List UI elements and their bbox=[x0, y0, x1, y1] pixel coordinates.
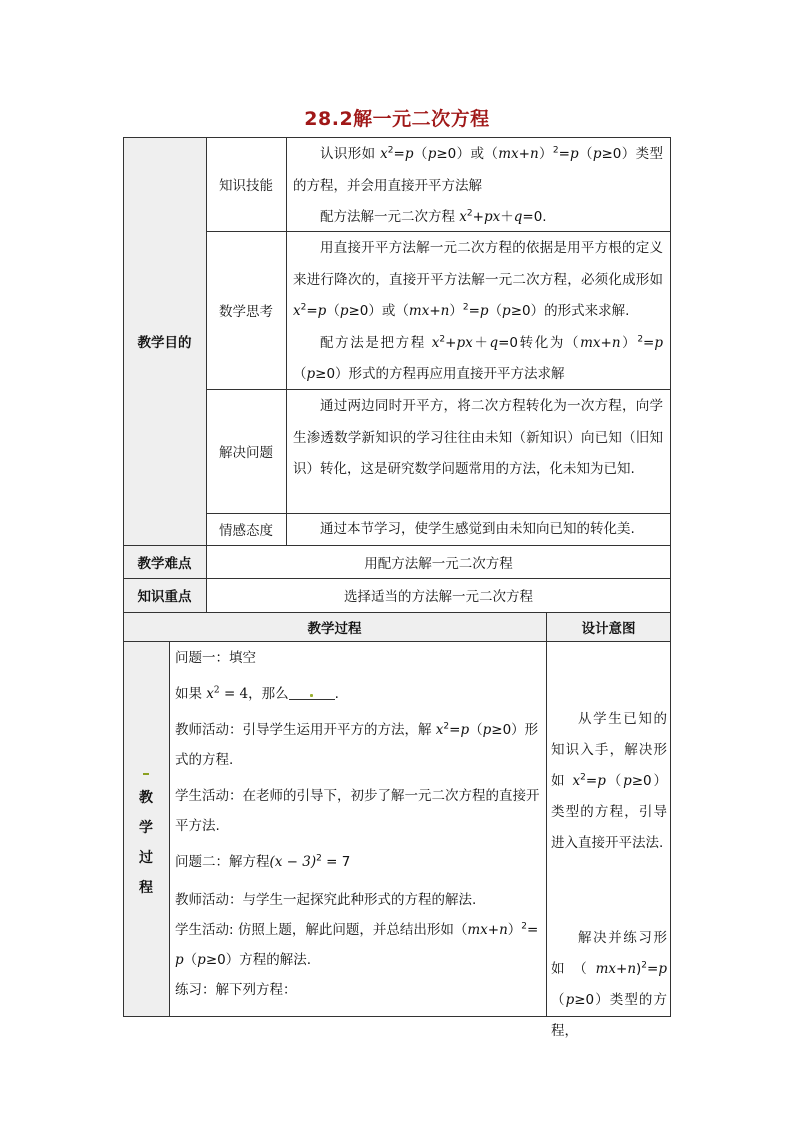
problem-solving-line-1: 通过两边同时开平方，将二次方程转化为一次方程，向学生渗透数学新知识的学习往往由未知（新知识）向已知（旧知识）转化，这是研究数学问题常用的方法，化未知为已知. bbox=[293, 398, 663, 477]
practice-text: 练习：解下列方程： bbox=[175, 982, 297, 998]
difficulty-value: 用配方法解一元二次方程 bbox=[364, 555, 513, 572]
process-side-char-1: 教 bbox=[139, 790, 153, 806]
knowledge-skill-line-1: 认识形如 $x^2=p(p\ge 0)$或$(mx+n)^2=p(p\ge 0)$类型的方程，并会用直接开平方法解 bbox=[293, 145, 664, 194]
emotion-attitude-line-1: 通过本节学习，使学生感觉到由未知向已知的转化美. bbox=[320, 521, 635, 537]
teacher-activity-1: 教师活动：引导学生运用开平方的方法，解 $x^2=p(p\ge 0)$形式的方程. bbox=[175, 721, 539, 768]
student-activity-2: 学生活动: 仿照上题，解此问题，并总结出形如$(mx+n)^2= p(p\ge 0)$方程的解法. bbox=[175, 921, 539, 968]
problem-solving-label: 解决问题 bbox=[219, 445, 273, 461]
process-side-char-2: 学 bbox=[139, 820, 153, 836]
problem-solving-text bbox=[293, 391, 663, 486]
difficulty-label: 教学难点 bbox=[137, 555, 192, 572]
process-side-char-4: 程 bbox=[139, 880, 153, 896]
knowledge-skill-text bbox=[293, 139, 663, 234]
process-side-char-3: 过 bbox=[139, 850, 153, 866]
math-thinking-text bbox=[293, 233, 663, 391]
margin-mark bbox=[143, 773, 149, 775]
document-title: 28.2解一元二次方程 bbox=[304, 108, 490, 130]
objectives-label: 教学目的 bbox=[137, 335, 192, 351]
keypoint-value: 选择适当的方法解一元二次方程 bbox=[344, 589, 533, 605]
process-side-label bbox=[123, 783, 169, 903]
design-intent-1: 从学生已知的知识入手，解决形如 $x^2=p(p\ge 0)$类型的方程，引导进入直接开平法法. bbox=[551, 711, 668, 851]
knowledge-skill-label: 知识技能 bbox=[219, 178, 273, 194]
math-thinking-line-1: 用直接开平方法解一元二次方程的依据是用平方根的定义来进行降次的，直接开平方法解一元二次方程，必须化成形如 $x^2=p(p\ge 0)$或$(mx+n)^2=p(p\ge 0)$的形式来求解. bbox=[293, 240, 663, 319]
blank-marker bbox=[310, 694, 313, 697]
teacher-activity-2: 教师活动：与学生一起探究此种形式的方程的解法. bbox=[175, 892, 477, 908]
math-thinking-label: 数学思考 bbox=[219, 304, 273, 320]
student-activity-1: 学生活动：在老师的引导下，初步了解一元二次方程的直接开平方法. bbox=[175, 788, 540, 834]
lesson-plan-table bbox=[123, 137, 671, 1039]
design-header-label: 设计意图 bbox=[581, 620, 636, 637]
process-header-label: 教学过程 bbox=[307, 620, 362, 637]
keypoint-label: 知识重点 bbox=[137, 589, 192, 605]
answer-blank[interactable] bbox=[289, 685, 335, 700]
question-2: 问题二：解方程$(x - 3)^2 = 7$ bbox=[175, 853, 351, 870]
math-thinking-line-2: 配方法是把方程 $x^2+px+q=0$转化为$(mx+n)^2=p(p\ge 0)$形式的方程再应用直接开平方法求解 bbox=[293, 334, 664, 382]
question-1-title: 问题一：填空 bbox=[175, 650, 256, 666]
emotion-attitude-label: 情感态度 bbox=[219, 523, 273, 539]
knowledge-skill-line-2: 配方法解一元二次方程 $x^2+px+q=0$. bbox=[320, 208, 547, 225]
emotion-attitude-text bbox=[293, 513, 663, 545]
design-intent-2: 解决并练习形如（mx+n)$^2$=p（p≥0）类型的方程， bbox=[551, 930, 667, 1039]
question-1-text: 如果 $x^2 = 4$，那么 . bbox=[175, 685, 339, 702]
process-content bbox=[175, 643, 547, 1005]
